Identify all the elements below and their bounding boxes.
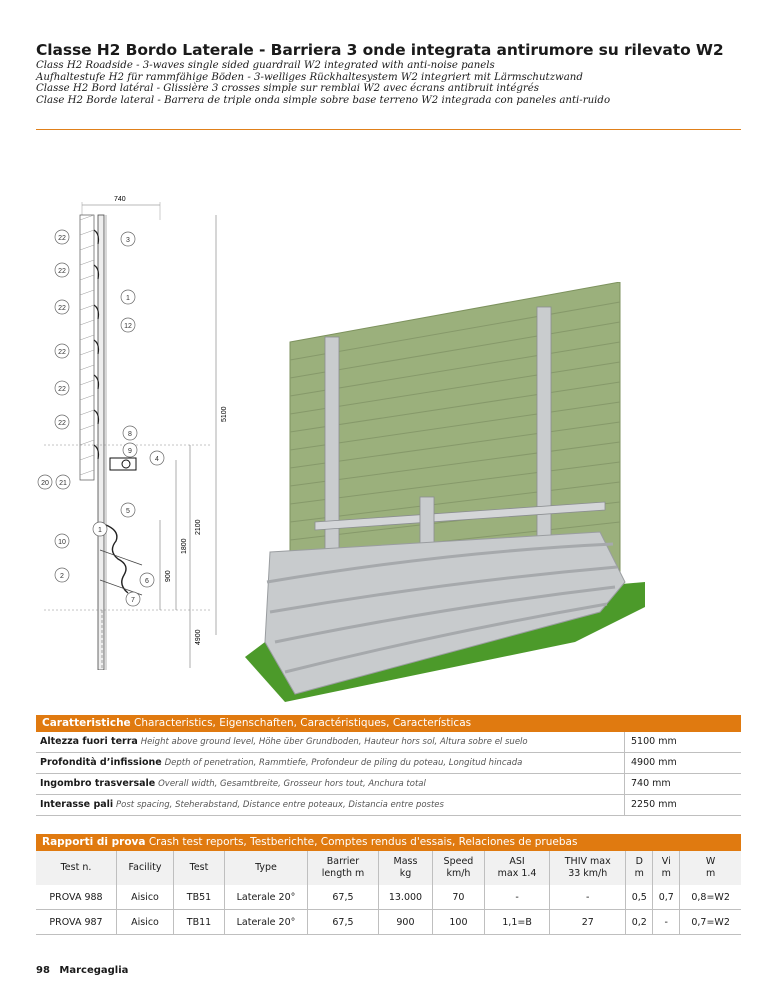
dim-2100: 2100 (195, 519, 202, 535)
char-label: Altezza fuori terra (40, 736, 138, 747)
callout-12: 12 (124, 323, 132, 330)
col-mass: Mass kg (378, 851, 432, 885)
cell: 13.000 (378, 885, 432, 910)
footer-brand: Marcegaglia (59, 965, 129, 976)
callout-21: 21 (59, 480, 67, 487)
subtitle-es: Clase H2 Borde lateral - Barrera de triple onda simple sobre base terreno W2 integrada con paneles anti-ruido (36, 94, 611, 106)
cell: 0,2 (626, 910, 653, 935)
cell: 0,7=W2 (680, 910, 741, 935)
table-header-row (36, 851, 741, 885)
crash-tests-section (36, 834, 741, 935)
crash-tests-heading-bold: Rapporti di prova (42, 836, 146, 848)
dim-1800: 1800 (181, 538, 188, 554)
callout-3: 3 (126, 237, 130, 244)
callout-22: 22 (58, 235, 66, 242)
char-value: 740 mm (624, 774, 741, 794)
subtitle-en: Class H2 Roadside - 3-waves single sided guardrail W2 integrated with anti-noise panels (36, 60, 495, 71)
callout-1: 1 (98, 527, 102, 534)
cell: TB51 (174, 885, 225, 910)
callout-22: 22 (58, 386, 66, 393)
char-value: 4900 mm (624, 753, 741, 773)
cell: - (653, 910, 680, 935)
callout-20: 20 (41, 480, 49, 487)
callout-2: 2 (60, 573, 64, 580)
cell: 70 (433, 885, 485, 910)
cell: 0,7 (653, 885, 680, 910)
cell: - (484, 885, 549, 910)
cell: Laterale 20° (225, 885, 308, 910)
callout-1: 1 (126, 295, 130, 302)
col-asi: ASI max 1.4 (484, 851, 549, 885)
characteristics-heading-bold: Caratteristiche (42, 717, 131, 729)
table-row (36, 910, 741, 935)
col-test: Test (174, 851, 225, 885)
callout-22: 22 (58, 349, 66, 356)
cell: 900 (378, 910, 432, 935)
cell: 0,5 (626, 885, 653, 910)
col-barrier-length: Barrier length m (308, 851, 379, 885)
col-facility: Facility (117, 851, 174, 885)
cell: Aisico (117, 910, 174, 935)
col-vi: Vi m (653, 851, 680, 885)
char-translation: Height above ground level, Höhe über Grundboden, Hauteur hors sol, Altura sobre el suelo (140, 737, 528, 747)
barrier-3d-render (245, 282, 645, 702)
col-d: D m (626, 851, 653, 885)
dim-5100: 5100 (221, 406, 228, 422)
crash-tests-heading-rest: Crash test reports, Testberichte, Comptes rendus d'essais, Relaciones de pruebas (148, 836, 578, 848)
cell: 0,8=W2 (680, 885, 741, 910)
callout-7: 7 (131, 597, 135, 604)
characteristic-row (36, 795, 741, 816)
characteristics-heading-rest: Characteristics, Eigenschaften, Caractéristiques, Características (134, 717, 472, 729)
subtitle-fr: Classe H2 Bord latéral - Glissière 3 crosses simple sur remblai W2 avec écrans antibruit intégrés (36, 83, 540, 95)
page-number: 98 (36, 965, 50, 976)
cell: 27 (550, 910, 626, 935)
cell: - (550, 885, 626, 910)
dim-900: 900 (165, 570, 172, 582)
char-label: Ingombro trasversale (40, 778, 156, 789)
table-row (36, 885, 741, 910)
callout-4: 4 (155, 456, 159, 463)
callout-22: 22 (58, 305, 66, 312)
cross-section-drawing (30, 190, 230, 670)
col-thiv: THIV max 33 km/h (550, 851, 626, 885)
char-label: Profondità d’infissione (40, 757, 162, 768)
cell: 1,1=B (484, 910, 549, 935)
callout-6: 6 (145, 578, 149, 585)
cell: PROVA 987 (36, 910, 117, 935)
char-translation: Overall width, Gesamtbreite, Grosseur hors tout, Anchura total (158, 779, 426, 789)
char-value: 5100 mm (624, 732, 741, 752)
characteristics-section (36, 715, 741, 816)
callout-10: 10 (58, 539, 66, 546)
char-label: Interasse pali (40, 799, 114, 810)
characteristic-row (36, 774, 741, 795)
callout-22: 22 (58, 420, 66, 427)
col-type: Type (225, 851, 308, 885)
cell: PROVA 988 (36, 885, 117, 910)
cell: 67,5 (308, 910, 379, 935)
page-footer (36, 965, 128, 976)
char-value: 2250 mm (624, 795, 741, 815)
characteristic-row (36, 753, 741, 774)
characteristic-row (36, 732, 741, 753)
dim-width: 740 (114, 196, 126, 203)
dim-4900: 4900 (195, 629, 202, 645)
cell: TB11 (174, 910, 225, 935)
callout-9: 9 (128, 448, 132, 455)
col-w: W m (680, 851, 741, 885)
callout-8: 8 (128, 431, 132, 438)
cell: Aisico (117, 885, 174, 910)
char-translation: Post spacing, Steherabstand, Distance entre poteaux, Distancia entre postes (116, 800, 444, 810)
cell: 100 (433, 910, 485, 935)
crash-tests-table (36, 851, 741, 935)
cell: Laterale 20° (225, 910, 308, 935)
col-speed: Speed km/h (433, 851, 485, 885)
callout-5: 5 (126, 508, 130, 515)
char-translation: Depth of penetration, Rammtiefe, Profondeur de piling du poteau, Longitud hincada (164, 758, 523, 768)
subtitle-de: Aufhaltestufe H2 für rammfähige Böden - 3-welliges Rückhaltesystem W2 integriert mit Lärmschutzwand (36, 71, 583, 83)
page-title: Classe H2 Bordo Laterale - Barriera 3 onde integrata antirumore su rilevato W2 (36, 41, 724, 59)
header-divider (36, 129, 741, 130)
crash-tests-header (36, 834, 741, 851)
characteristics-header (36, 715, 741, 732)
cell: 67,5 (308, 885, 379, 910)
callout-22: 22 (58, 268, 66, 275)
col-test-n: Test n. (36, 851, 117, 885)
subtitle-block (36, 60, 736, 106)
